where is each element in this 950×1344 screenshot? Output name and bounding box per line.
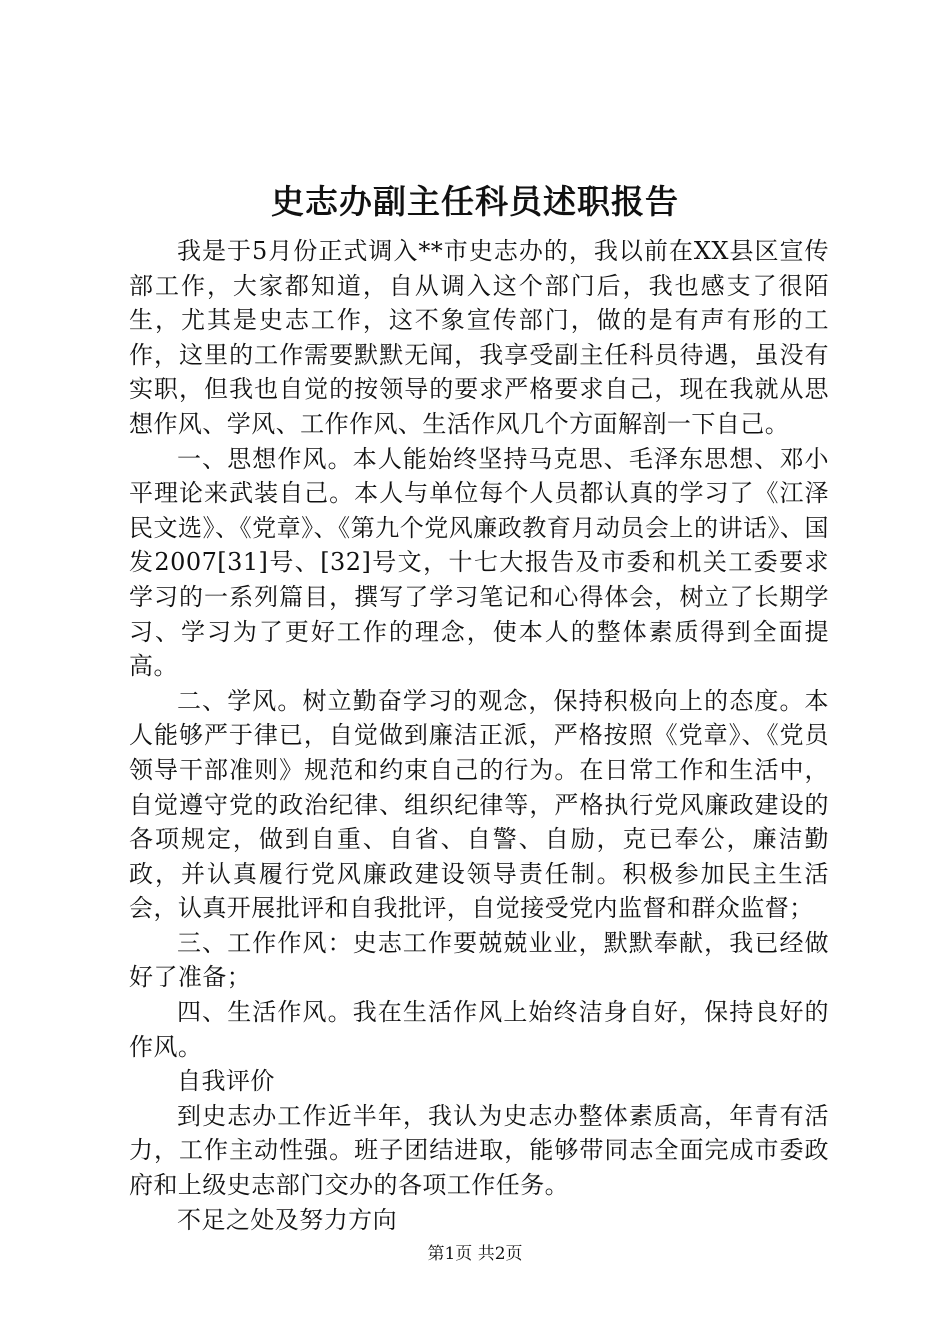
paragraph-life-style: 四、生活作风。我在生活作风上始终洁身自好，保持良好的作风。	[129, 998, 829, 1061]
document-title: 史志办副主任科员述职报告	[271, 182, 679, 221]
section-heading-self-evaluation: 自我评价	[177, 1067, 275, 1096]
page-number-footer: 第1页 共2页	[427, 1244, 523, 1264]
paragraph-study-style: 二、学风。树立勤奋学习的观念，保持积极向上的态度。本人能够严于律已，自觉做到廉洁正派，严格按照《党章》、《党员领导干部准则》规范和约束自己的行为。在日常工作和生活中，自觉遵守党的政治纪律、组织纪律等，严格执行党风廉政建设的各项规定，做到自重、自省、自警、自励，克已奉公，廉洁勤政，并认真履行党风廉政建设领导责任制。积极参加民主生活会，认真开展批评和自我批评，自觉接受党内监督和群众监督；	[129, 686, 829, 923]
paragraph-ideology: 一、思想作风。本人能始终坚持马克思、毛泽东思想、邓小平理论来武装自己。本人与单位每个人员都认真的学习了《江泽民文选》、《党章》、《第九个党风廉政教育月动员会上的讲话》、国发2007[31]号、[32]号文，十七大报告及市委和机关工委要求学习的一系列篇目，撰写了学习笔记和心得体会，树立了长期学习、学习为了更好工作的理念，使本人的整体素质得到全面提高。	[129, 444, 829, 681]
paragraph-self-evaluation: 到史志办工作近半年，我认为史志办整体素质高，年青有活力，工作主动性强。班子团结进取，能够带同志全面完成市委政府和上级史志部门交办的各项工作任务。	[129, 1101, 829, 1200]
paragraph-work-style: 三、工作作风：史志工作要兢兢业业，默默奉献，我已经做好了准备；	[129, 928, 829, 992]
section-heading-shortcomings: 不足之处及努力方向	[177, 1205, 398, 1234]
document-body	[129, 234, 829, 1237]
paragraph-intro: 我是于5月份正式调入**市史志办的，我以前在XX县区宣传部工作，大家都知道，自从调入这个部门后，我也感支了很陌生，尤其是史志工作，这不象宣传部门，做的是有声有形的工作，这里的工作需要默默无闻，我享受副主任科员待遇，虽没有实职，但我也自觉的按领导的要求严格要求自己，现在我就从思想作风、学风、工作作风、生活作风几个方面解剖一下自己。	[129, 237, 829, 438]
